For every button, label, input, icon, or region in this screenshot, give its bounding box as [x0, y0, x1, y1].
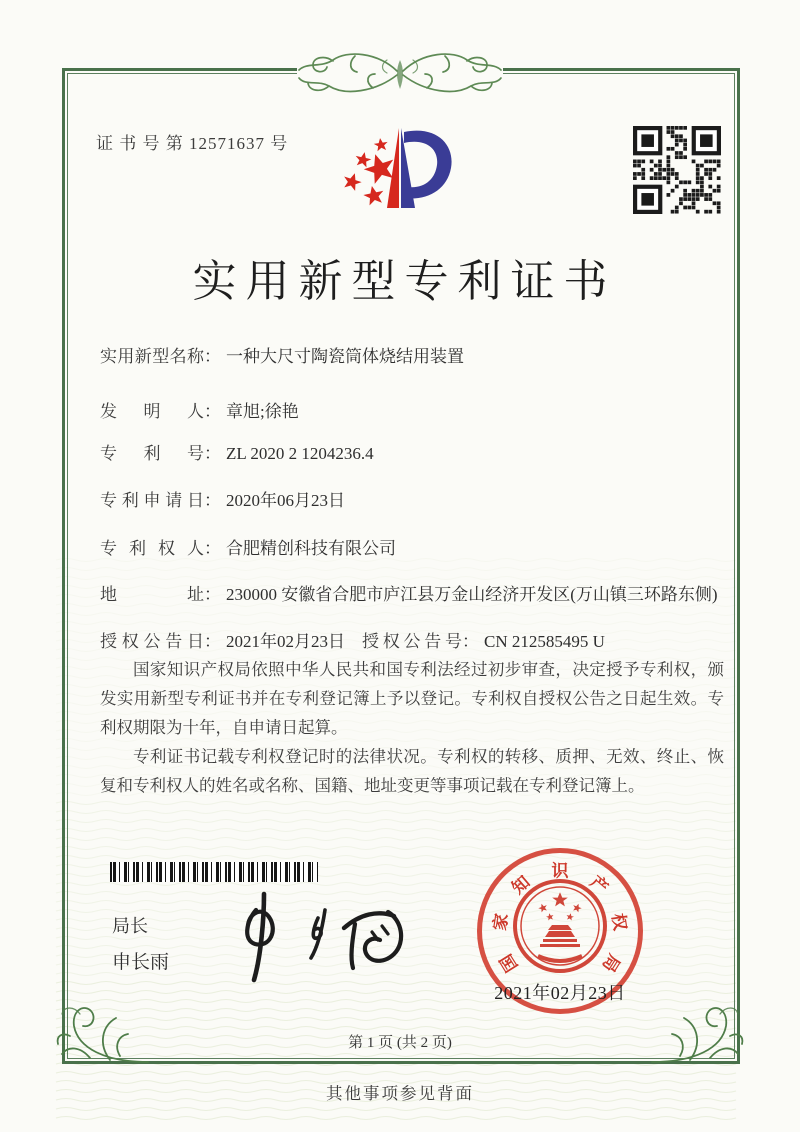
seal-char: 家	[489, 912, 512, 932]
field-value: 一种大尺寸陶瓷筒体烧结用装置	[226, 347, 464, 366]
seal-char: 识	[551, 861, 569, 881]
field-label: 地址	[100, 585, 204, 604]
cnipa-logo-icon	[330, 112, 480, 230]
field-row-grant: 授权公告日： 2021年02月23日 授权公告号： CN 212585495 U	[100, 629, 724, 655]
page-number: 第 1 页 (共 2 页)	[348, 1035, 452, 1051]
field-value: ZL 2020 2 1204236.4	[226, 444, 374, 463]
field-value: 合肥精创科技有限公司	[226, 539, 396, 558]
field-label: 专利申请日	[100, 491, 204, 510]
field-label: 实用新型名称	[100, 347, 204, 366]
field-grant-number: 授权公告号： CN 212585495 U	[362, 629, 605, 655]
certificate-number: 证 书 号 第 12571637 号	[96, 134, 289, 153]
field-value: 2020年06月23日	[226, 491, 345, 510]
seal-char: 产	[586, 872, 612, 899]
field-label: 授权公告日	[100, 632, 204, 651]
field-row-name: 实用新型名称： 一种大尺寸陶瓷筒体烧结用装置	[100, 344, 724, 370]
field-value: 章旭;徐艳	[226, 402, 299, 421]
field-label: 授权公告号	[362, 632, 462, 651]
barcode	[110, 862, 318, 882]
field-row-address: 地址： 230000 安徽省合肥市庐江县万金山经济开发区(万山镇三环路东侧)	[100, 582, 724, 608]
official-seal	[477, 848, 643, 1014]
seal-char: 权	[608, 912, 630, 932]
field-label: 发明人	[100, 402, 204, 421]
national-emblem-icon	[512, 878, 608, 974]
officer-title: 局长	[112, 916, 148, 936]
field-row-inventor: 发明人： 章旭;徐艳	[100, 399, 724, 425]
field-row-filing-date: 专利申请日： 2020年06月23日	[100, 488, 724, 514]
legal-text	[100, 655, 724, 800]
field-label: 专利权人	[100, 539, 204, 558]
field-row-patentee: 专利权人： 合肥精创科技有限公司	[100, 536, 724, 562]
seal-char: 国	[496, 950, 522, 976]
legal-paragraph-2: 专利证书记载专利权登记时的法律状况。专利权的转移、质押、无效、终止、恢复和专利权人的姓名或名称、国籍、地址变更等事项记载在专利登记簿上。	[100, 747, 724, 795]
field-row-patent-number: 专利号： ZL 2020 2 1204236.4	[100, 441, 724, 467]
legal-paragraph-1: 国家知识产权局依照中华人民共和国专利法经过初步审查，决定授予专利权，颁发实用新型专利证书并在专利登记簿上予以登记。专利权自授权公告之日起生效。专利权期限为十年，自申请日起算。	[100, 660, 724, 737]
field-value: 230000 安徽省合肥市庐江县万金山经济开发区(万山镇三环路东侧)	[226, 585, 718, 604]
field-value: CN 212585495 U	[484, 632, 605, 651]
director-signature	[226, 884, 416, 988]
qr-code	[633, 126, 721, 214]
seal-char: 局	[598, 950, 624, 976]
certificate-title: 实用新型专利证书	[192, 257, 617, 306]
field-value: 2021年02月23日	[226, 632, 345, 651]
field-label: 专利号	[100, 444, 204, 463]
seal-date: 2021年02月23日	[494, 983, 626, 1003]
seal-char: 知	[508, 872, 534, 899]
back-side-note: 其他事项参见背面	[326, 1084, 474, 1103]
officer-name: 申长雨	[112, 952, 170, 973]
